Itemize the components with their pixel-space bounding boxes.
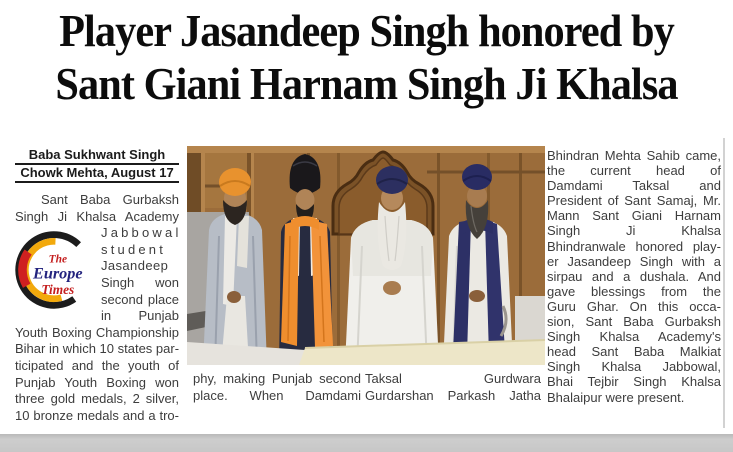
caption-column-1 [193, 371, 361, 404]
caption-line: Taksal Gurdwara [365, 371, 541, 386]
body-line: Singh won [101, 274, 179, 290]
body-line: head Sant Baba Malkiat [547, 344, 721, 360]
body-line: Youth Boxing Championship [15, 324, 179, 340]
body-line: gave blessings from the [547, 283, 721, 299]
body-line: Mann Sant Giani Harnam [547, 208, 721, 224]
caption-column-2 [365, 371, 541, 404]
left-column-body [15, 192, 182, 424]
body-line: President of Sant Samaj, Mr. [547, 193, 721, 209]
body-line: 10 bronze medals and a tro- [15, 407, 179, 423]
body-line: Bhindran Mehta Sahib came, [547, 148, 721, 163]
body-line: Singh Ji Khalsa [547, 223, 721, 239]
body-line: Singh Khalsa Jabbowal, [547, 359, 721, 375]
right-column [547, 148, 721, 405]
headline-line-2: Sant Giani Harnam Singh Ji Khalsa [55, 58, 678, 109]
body-line: in Punjab [101, 308, 179, 324]
body-line: Bhai Tejbir Singh Khalsa [547, 374, 721, 390]
svg-text:Europe: Europe [33, 264, 83, 283]
body-line: Jasandeep [101, 258, 169, 274]
byline [15, 147, 179, 183]
body-line: the current head of [547, 163, 721, 179]
caption-line: place. When Damdami [193, 387, 361, 403]
headline-line-1: Player Jasandeep Singh honored by [59, 5, 674, 56]
body-line: ticipated and the youth of [15, 357, 179, 373]
body-line: Punjab Youth Boxing won [15, 374, 179, 390]
body-line: er Jasandeep Singh with a [547, 253, 721, 269]
body-line: Bihar in which 10 states par- [15, 341, 180, 357]
logo-text-wrap [15, 225, 182, 325]
europe-times-logo [11, 227, 97, 313]
europe-times-logo-icon [11, 227, 97, 313]
body-line: Singh Khalsa Academy's [547, 329, 721, 345]
article-headline [0, 4, 733, 110]
svg-text:Times: Times [41, 282, 75, 298]
wrapped-lines [101, 225, 182, 325]
body-line: Guru Ghar. On this occa- [547, 298, 721, 314]
body-line: Bhalaipur were present. [547, 389, 685, 405]
caption-line: phy, making Punjab second [193, 371, 361, 386]
body-line: three gold medals, 2 silver, [15, 391, 179, 407]
body-line: Singh Ji Khalsa Academy [15, 208, 179, 224]
body-line: Damdami Taksal and [547, 178, 721, 194]
body-line: Sant Baba Gurbaksh [41, 192, 179, 207]
byline-dateline: Chowk Mehta, August 17 [15, 165, 179, 183]
left-column [15, 147, 182, 424]
body-line: sirpau and a dushala. And [547, 268, 721, 284]
body-line: second place [101, 291, 179, 307]
body-line: student [101, 241, 167, 257]
byline-author: Baba Sukhwant Singh [15, 147, 179, 165]
clipping-edge-rule [723, 138, 725, 428]
caption-line: Gurdarshan Parkash Jatha [365, 387, 541, 403]
footer-gray-band [0, 434, 733, 452]
body-line: Jabbowal [101, 225, 182, 241]
news-photo [187, 146, 545, 365]
body-line: Bhindranwale honored play- [547, 238, 721, 254]
svg-text:The: The [48, 253, 68, 266]
body-line: sion, Sant Baba Gurbaksh [547, 314, 721, 330]
